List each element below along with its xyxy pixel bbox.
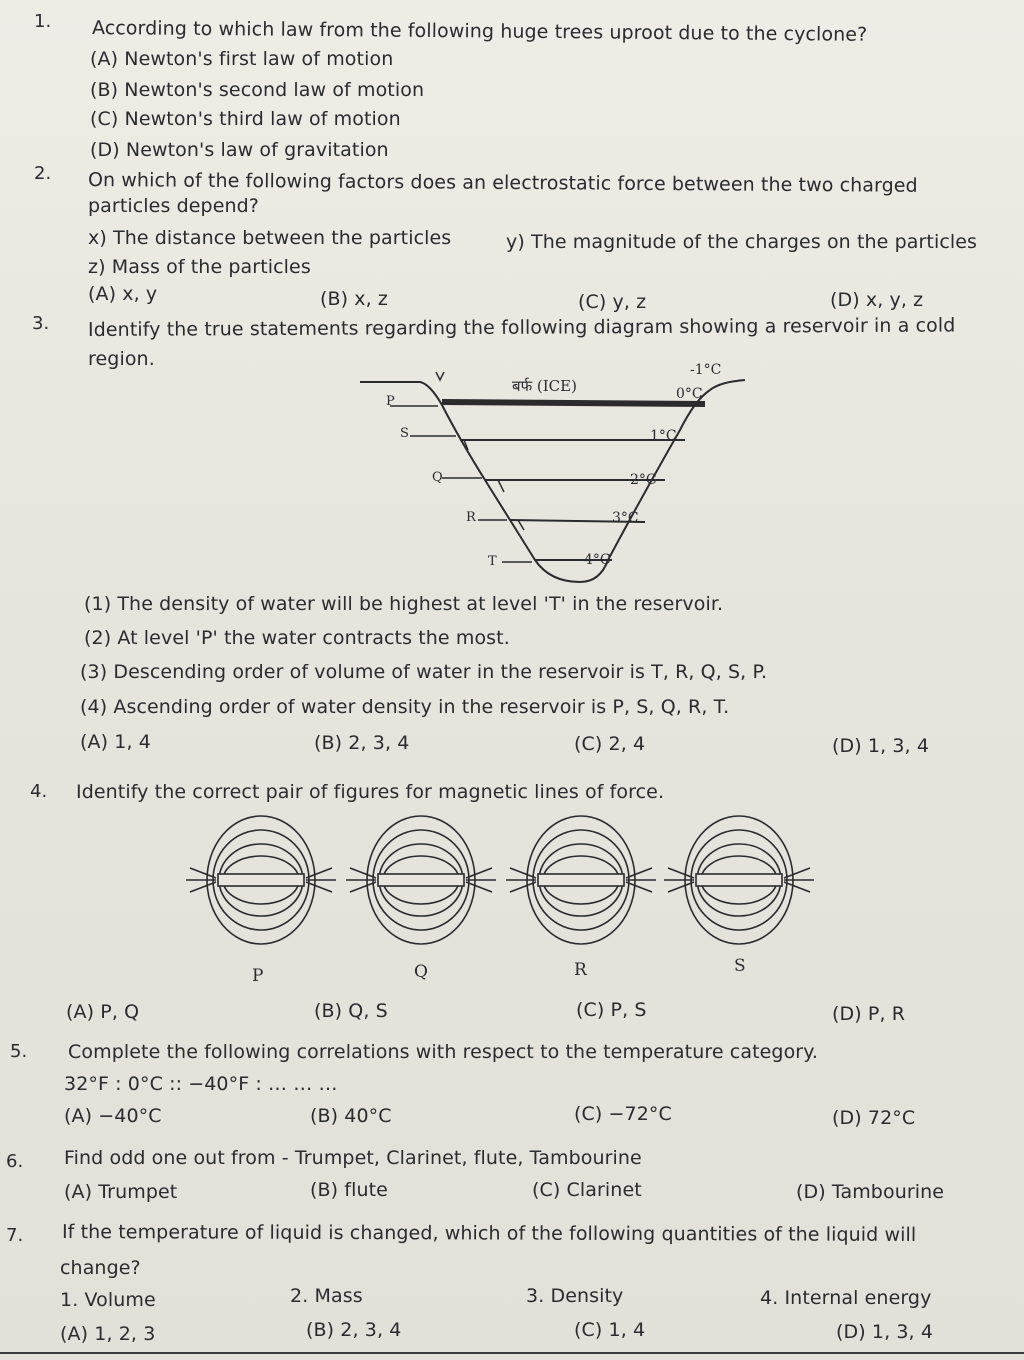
q2-factor-x: x) The distance between the particles <box>88 227 452 249</box>
q7-option-b: (B) 2, 3, 4 <box>306 1319 402 1341</box>
q1-option-b: (B) Newton's second law of motion <box>90 79 425 101</box>
q2-option-d: (D) x, y, z <box>830 289 924 311</box>
q6-option-b: (B) flute <box>310 1179 388 1201</box>
q7-text-line1: If the temperature of liquid is changed, which of the following quantities of the liquid will <box>61 1221 917 1246</box>
temp-1-label: 1°C <box>650 428 677 444</box>
q7-option-a: (A) 1, 2, 3 <box>60 1323 156 1345</box>
q1-option-c: (C) Newton's third law of motion <box>90 108 401 130</box>
q2-factor-y: y) The magnitude of the charges on the particles <box>506 231 978 253</box>
magnet-figure-q <box>346 808 496 958</box>
q5-relation: 32°F : 0°C :: −40°F : … … … <box>64 1073 338 1095</box>
q4-option-d: (D) P, R <box>832 1003 906 1025</box>
q3-text-line2: region. <box>88 348 155 370</box>
magnet-figure-s <box>664 808 814 958</box>
q6-option-d: (D) Tambourine <box>796 1181 945 1203</box>
q3-number: 3. <box>32 313 50 334</box>
q5-option-a: (A) −40°C <box>64 1105 162 1127</box>
figure-label-q: Q <box>414 962 428 982</box>
q3-option-c: (C) 2, 4 <box>574 733 646 755</box>
q2-text-line2: particles depend? <box>88 195 259 217</box>
level-s-label: S <box>400 426 409 441</box>
bottom-rule <box>0 1352 1024 1354</box>
temp-0-label: 0°C <box>676 386 703 402</box>
q2-option-b: (B) x, z <box>320 288 388 310</box>
q1-number: 1. <box>34 11 52 32</box>
magnet-figure-p <box>186 808 336 958</box>
figure-label-p: P <box>252 966 264 986</box>
q1-option-a: (A) Newton's first law of motion <box>90 48 394 70</box>
q7-number: 7. <box>6 1225 24 1246</box>
q7-item-1: 1. Volume <box>60 1289 156 1311</box>
temp-minus1-label: -1°C <box>690 362 722 378</box>
q3-statement-1: (1) The density of water will be highest at level 'T' in the reservoir. <box>84 593 724 615</box>
temp-3-label: 3°C <box>612 510 639 526</box>
q3-option-d: (D) 1, 3, 4 <box>832 735 930 757</box>
level-r-label: R <box>466 510 476 525</box>
q6-text: Find odd one out from - Trumpet, Clarinet, flute, Tambourine <box>64 1147 642 1169</box>
q7-text-line2: change? <box>60 1257 141 1279</box>
level-t-label: T <box>488 554 497 569</box>
q1-text: According to which law from the following huge trees uproot due to the cyclone? <box>91 17 868 46</box>
q2-text-line1: On which of the following factors does an electrostatic force between the two charged <box>87 169 918 197</box>
q7-item-3: 3. Density <box>526 1285 624 1307</box>
level-p-label: P <box>386 394 395 409</box>
ice-label: बर्फ (ICE) <box>512 377 577 395</box>
q1-option-d: (D) Newton's law of gravitation <box>90 139 389 161</box>
q5-number: 5. <box>10 1041 28 1062</box>
q2-factor-z: z) Mass of the particles <box>88 256 311 278</box>
q7-item-2: 2. Mass <box>290 1285 363 1307</box>
q7-item-4: 4. Internal energy <box>760 1287 932 1309</box>
q3-statement-3: (3) Descending order of volume of water in the reservoir is T, R, Q, S, P. <box>80 661 768 683</box>
q6-option-c: (C) Clarinet <box>532 1179 642 1201</box>
q7-option-c: (C) 1, 4 <box>574 1319 646 1341</box>
q3-text-line1: Identify the true statements regarding the following diagram showing a reservoir in a cold <box>87 314 956 341</box>
q2-option-a: (A) x, y <box>88 283 158 305</box>
q7-option-d: (D) 1, 3, 4 <box>836 1321 934 1343</box>
temp-2-label: 2°C <box>630 472 657 488</box>
q4-option-b: (B) Q, S <box>314 1000 388 1022</box>
q4-number: 4. <box>30 781 48 802</box>
q3-option-b: (B) 2, 3, 4 <box>314 732 410 754</box>
figure-label-s: S <box>734 956 746 976</box>
q5-option-b: (B) 40°C <box>310 1105 392 1127</box>
figure-label-r: R <box>574 960 587 980</box>
q3-statement-4: (4) Ascending order of water density in the reservoir is P, S, Q, R, T. <box>80 696 730 718</box>
q4-option-a: (A) P, Q <box>66 1001 140 1023</box>
q6-number: 6. <box>6 1151 24 1172</box>
temp-4-label: 4°C <box>584 552 611 568</box>
q2-option-c: (C) y, z <box>578 291 647 313</box>
q6-option-a: (A) Trumpet <box>64 1181 178 1203</box>
q4-text: Identify the correct pair of figures for magnetic lines of force. <box>76 781 665 803</box>
q5-option-c: (C) −72°C <box>574 1103 672 1125</box>
q5-text: Complete the following correlations with respect to the temperature category. <box>68 1041 818 1063</box>
q5-option-d: (D) 72°C <box>832 1107 916 1129</box>
level-q-label: Q <box>432 470 443 485</box>
magnet-figure-r <box>506 808 656 958</box>
q3-statement-2: (2) At level 'P' the water contracts the most. <box>84 627 510 649</box>
q2-number: 2. <box>34 163 52 184</box>
q4-option-c: (C) P, S <box>576 999 647 1021</box>
q3-option-a: (A) 1, 4 <box>80 731 151 753</box>
